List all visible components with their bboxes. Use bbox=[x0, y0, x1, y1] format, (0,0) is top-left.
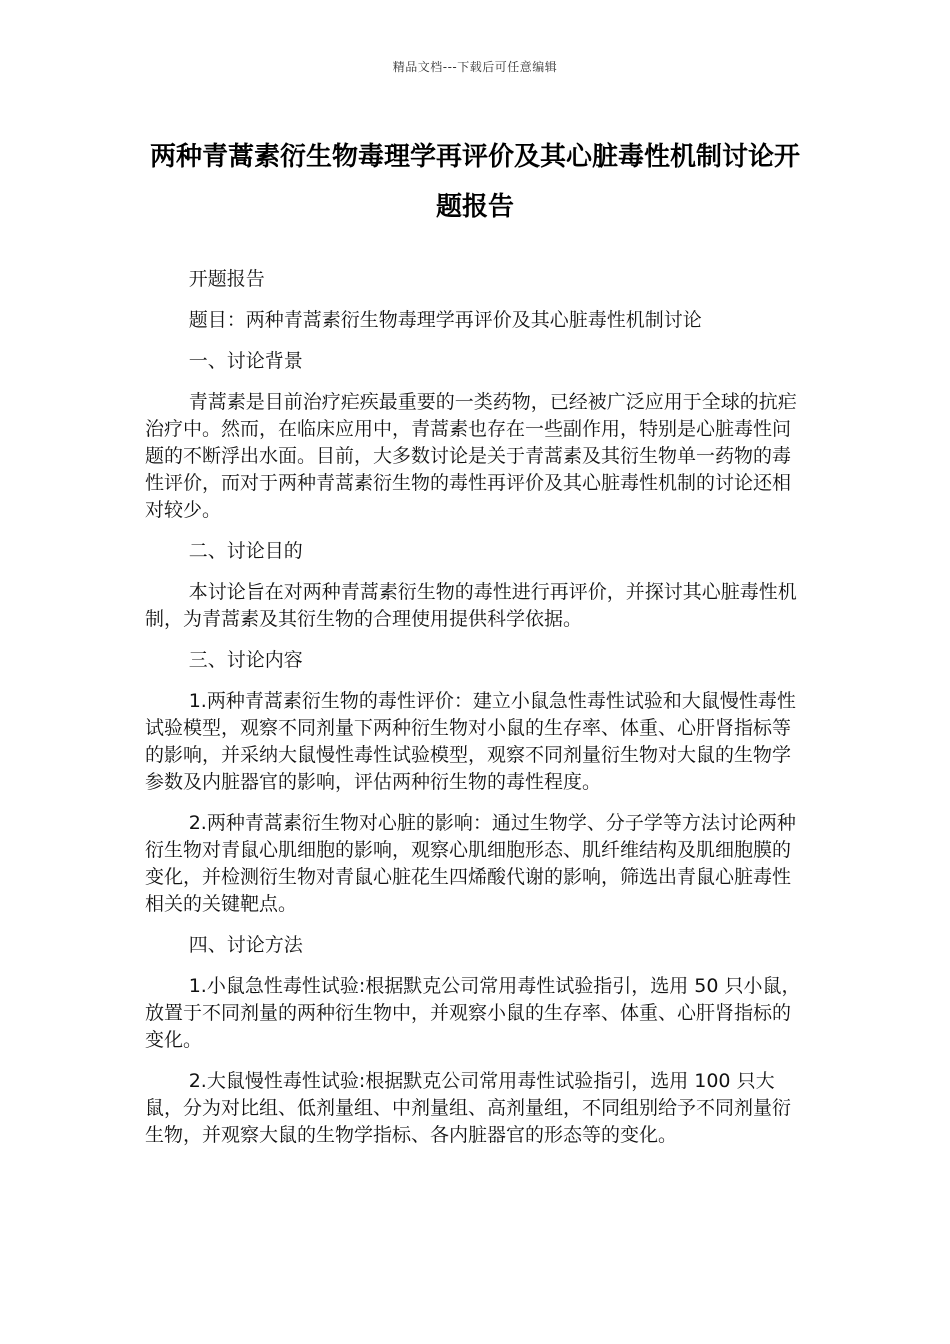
section-heading-background: 一、讨论背景 bbox=[188, 350, 303, 372]
section-heading-purpose: 二、讨论目的 bbox=[188, 540, 303, 562]
section-heading-content: 三、讨论内容 bbox=[188, 649, 303, 671]
section-heading-methods: 四、讨论方法 bbox=[188, 934, 303, 956]
document-title: 两种青蒿素衍生物毒理学再评价及其心脏毒性机制讨论开题报告 bbox=[149, 142, 800, 222]
document-body bbox=[145, 266, 805, 1163]
paragraph-purpose: 本讨论旨在对两种青蒿素衍生物的毒性进行再评价，并探讨其心脏毒性机制，为青蒿素及其衍生物的合理使用提供科学依据。 bbox=[145, 581, 797, 630]
paragraph-method-2: 2.大鼠慢性毒性试验:根据默克公司常用毒性试验指引，选用 100 只大鼠，分为对比组、低剂量组、中剂量组、高剂量组，不同组别给予不同剂量衍生物，并观察大鼠的生物学指标、各内脏器官的形态等的变化。 bbox=[145, 1070, 792, 1146]
header-note: 精品文档---下载后可任意编辑 bbox=[392, 60, 558, 74]
paragraph-content-1: 1.两种青蒿素衍生物的毒性评价：建立小鼠急性毒性试验和大鼠慢性毒性试验模型，观察不同剂量下两种衍生物对小鼠的生存率、体重、心肝肾指标等的影响，并采纳大鼠慢性毒性试验模型，观察不同剂量衍生物对大鼠的生物学参数及内脏器官的影响，评估两种衍生物的毒性程度。 bbox=[145, 690, 796, 793]
paragraph-report-label: 开题报告 bbox=[188, 268, 265, 290]
paragraph-content-2: 2.两种青蒿素衍生物对心脏的影响：通过生物学、分子学等方法讨论两种衍生物对青鼠心肌细胞的影响，观察心肌细胞形态、肌纤维结构及肌细胞膜的变化，并检测衍生物对青鼠心脏花生四烯酸代谢的影响，筛选出青鼠心脏毒性相关的关键靶点。 bbox=[145, 812, 796, 915]
paragraph-topic: 题目：两种青蒿素衍生物毒理学再评价及其心脏毒性机制讨论 bbox=[188, 309, 702, 331]
paragraph-method-1: 1.小鼠急性毒性试验:根据默克公司常用毒性试验指引，选用 50 只小鼠，放置于不同剂量的两种衍生物中，并观察小鼠的生存率、体重、心肝肾指标的变化。 bbox=[145, 975, 801, 1051]
paragraph-background: 青蒿素是目前治疗疟疾最重要的一类药物，已经被广泛应用于全球的抗疟治疗中。然而，在临床应用中，青蒿素也存在一些副作用，特别是心脏毒性问题的不断浮出水面。目前，大多数讨论是关于青蒿素及其衍生物单一药物的毒性评价，而对于两种青蒿素衍生物的毒性再评价及其心脏毒性机制的讨论还相对较少。 bbox=[145, 391, 797, 521]
